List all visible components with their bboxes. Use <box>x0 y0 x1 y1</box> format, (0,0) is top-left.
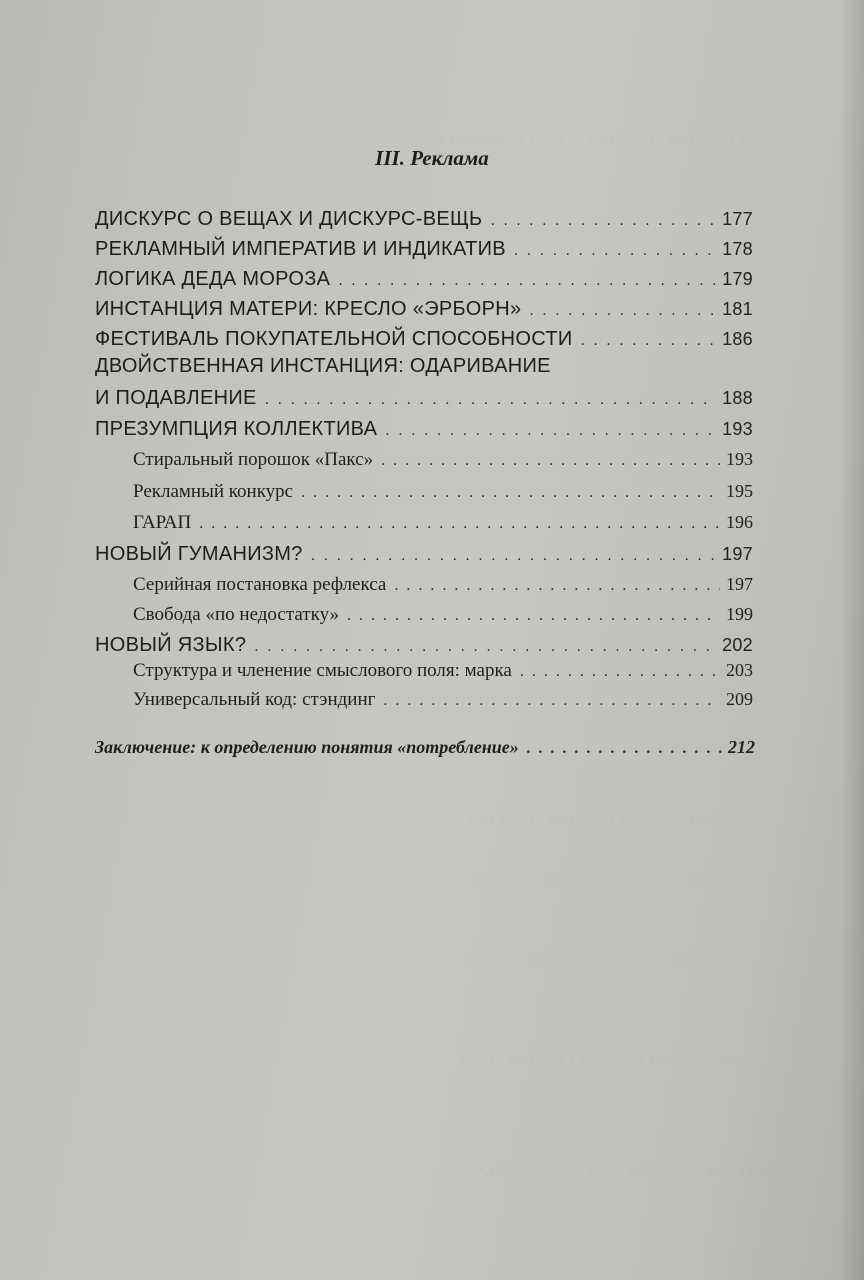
show-through-text: . . . . . . . . . . . . . . . . . . . . . . . . . . . . . . . . . . . . . . . . . . . . . . . . . . . . . . . . . . . . . . . . . . . . . . . . . . . . . . . . . . . . . . . . . . . . . . . . . . . . . . . . . . . . . . . . . . . . . . . . . . . . . . . . . . . . . . . . . . . . . . . . . . . . . . . . . . . . . . . . . . . . . . . . . . . . <box>439 124 764 1176</box>
toc-entry-page: 209 <box>726 689 753 709</box>
toc-entry-title: Серийная постановка рефлекса <box>133 574 387 595</box>
toc-entry-title: ЛОГИКА ДЕДА МОРОЗА <box>95 268 331 290</box>
toc-entry-page: 197 <box>722 544 753 564</box>
toc-entry <box>95 634 753 657</box>
dot-leader <box>311 547 716 565</box>
toc-entry-title: ДИСКУРС О ВЕЩАХ И ДИСКУРС-ВЕЩЬ <box>95 208 483 230</box>
toc-entry-page: 195 <box>726 481 753 501</box>
toc-entry-page: 202 <box>722 635 753 655</box>
toc-entry-title: РЕКЛАМНЫЙ ИМПЕРАТИВ И ИНДИКАТИВ <box>95 238 506 260</box>
dot-leader <box>385 422 716 440</box>
toc-entry-title: НОВЫЙ ГУМАНИЗМ? <box>95 543 303 565</box>
toc-entry-page: 197 <box>726 574 753 594</box>
toc-entry-page: 199 <box>726 604 753 624</box>
toc-entry-title-line1: ДВОЙСТВЕННАЯ ИНСТАНЦИЯ: ОДАРИВАНИЕ <box>95 355 551 377</box>
dot-leader <box>381 452 720 470</box>
dot-leader <box>347 607 720 625</box>
toc-entry-title: Универсальный код: стэндинг <box>133 689 376 710</box>
dot-leader <box>520 663 720 681</box>
section-title: III. Реклама <box>375 146 489 170</box>
toc-subentry <box>133 604 753 626</box>
dot-leader <box>254 638 716 656</box>
dot-leader <box>383 692 720 710</box>
toc-entry-page: 177 <box>722 209 753 229</box>
dot-leader <box>265 391 716 409</box>
toc-entry <box>95 543 753 566</box>
toc-entry-title: ИНСТАНЦИЯ МАТЕРИ: КРЕСЛО «ЭРБОРН» <box>95 298 522 320</box>
toc-entry-title-line2: И ПОДАВЛЕНИЕ <box>95 387 257 409</box>
toc-subentry <box>133 660 753 682</box>
toc-entry <box>95 268 753 291</box>
toc-entry-page: 181 <box>722 299 753 319</box>
toc-conclusion <box>95 737 755 758</box>
toc-entry-title: Структура и членение смыслового поля: марка <box>133 660 512 681</box>
dot-leader <box>199 515 720 533</box>
toc-entry <box>95 387 753 410</box>
toc-entry-page: 196 <box>726 512 753 532</box>
toc-subentry <box>133 481 753 503</box>
toc-entry-page: 203 <box>726 660 753 680</box>
toc-entry-title: Свобода «по недостатку» <box>133 604 340 625</box>
dot-leader <box>529 302 716 320</box>
toc-entry-page: 188 <box>722 388 753 408</box>
toc-entry-title: ФЕСТИВАЛЬ ПОКУПАТЕЛЬНОЙ СПОСОБНОСТИ <box>95 328 573 350</box>
toc-subentry <box>133 512 753 534</box>
toc-entry-title: Рекламный конкурс <box>133 481 294 502</box>
toc-entry-page: 179 <box>722 269 753 289</box>
toc-subentry <box>133 449 753 471</box>
toc-entry-title: ПРЕЗУМПЦИЯ КОЛЛЕКТИВА <box>95 418 378 440</box>
dot-leader <box>394 577 720 595</box>
toc-entry-page: 212 <box>728 737 755 757</box>
toc-subentry <box>133 689 753 711</box>
toc-entry-page: 186 <box>722 329 753 349</box>
dot-leader <box>581 332 717 350</box>
toc-entry-title: Стиральный порошок «Пакс» <box>133 449 374 470</box>
dot-leader <box>491 212 717 230</box>
toc-entry-page: 178 <box>722 239 753 259</box>
dot-leader <box>301 484 720 502</box>
toc-entry <box>95 418 753 441</box>
toc-entry-page: 193 <box>726 449 753 469</box>
toc-subentry <box>133 574 753 596</box>
toc-entry-page: 193 <box>722 419 753 439</box>
toc-entry-title: НОВЫЙ ЯЗЫК? <box>95 634 247 656</box>
dot-leader <box>338 272 716 290</box>
toc-entry <box>95 298 753 321</box>
dot-leader <box>527 740 722 758</box>
page-edge-shadow <box>840 0 864 1280</box>
toc-entry-title: Заключение: к определению понятия «потребление» <box>95 737 519 757</box>
toc-entry <box>95 328 753 351</box>
toc-entry <box>95 238 753 261</box>
toc-entry <box>95 208 753 231</box>
dot-leader <box>514 242 716 260</box>
toc-entry-title: ГАРАП <box>133 512 192 533</box>
